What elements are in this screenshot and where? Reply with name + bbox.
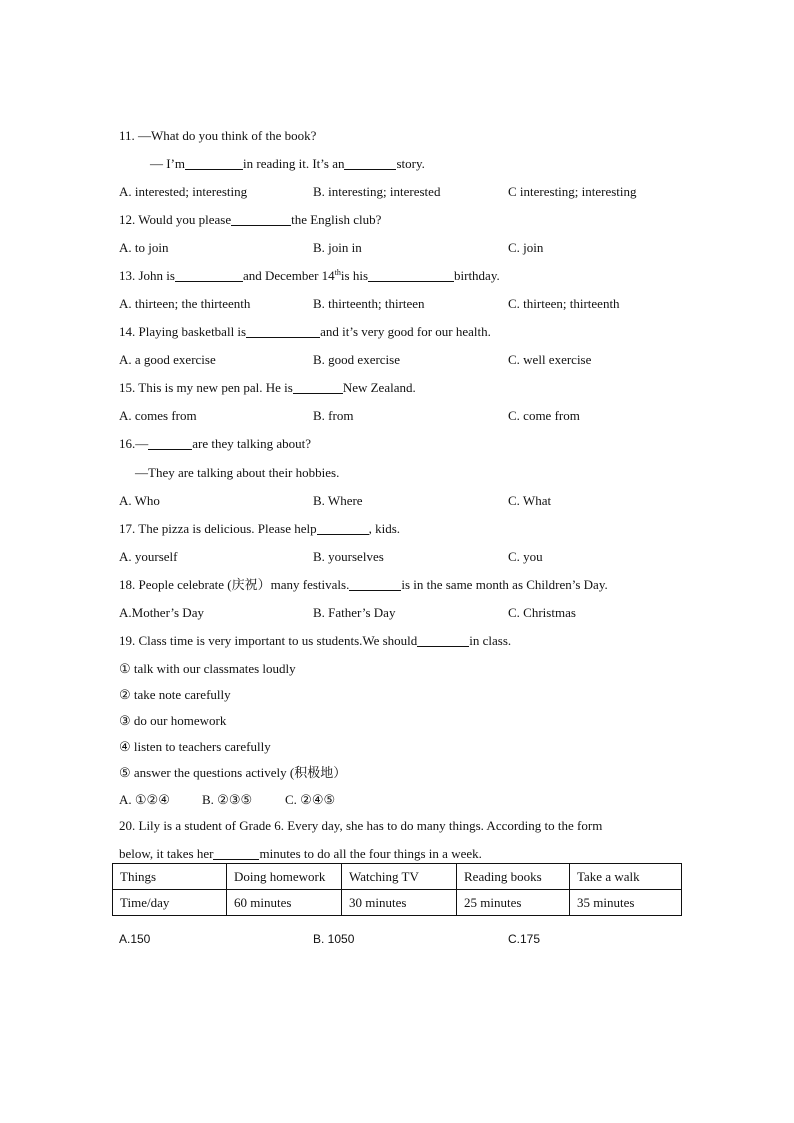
q14-stem: 14. Playing basketball is and it’s very good for our health. — [119, 324, 491, 339]
table-row — [113, 890, 682, 916]
q16-response: —They are talking about their hobbies. — [135, 465, 340, 480]
q19-item-1: ① talk with our classmates loudly — [119, 661, 296, 676]
q15-stem: 15. This is my new pen pal. He is New Zealand. — [119, 380, 416, 395]
q14-option-c[interactable]: C. well exercise — [508, 352, 592, 367]
answer-blank[interactable] — [417, 635, 469, 647]
answer-blank[interactable] — [185, 158, 243, 170]
q15-option-c[interactable]: C. come from — [508, 408, 580, 423]
table-cell: Time/day — [113, 890, 227, 916]
table-header-cell: Watching TV — [342, 864, 457, 890]
q19-stem: 19. Class time is very important to us students.We should in class. — [119, 633, 512, 648]
q13-stem: 13. John is and December 14this his birthday. — [119, 268, 500, 283]
q13-option-a[interactable]: A. thirteen; the thirteenth — [119, 296, 251, 311]
q18-option-a[interactable]: A.Mother’s Day — [119, 605, 204, 620]
q12-stem: 12. Would you please the English club? — [119, 212, 382, 227]
q19-option-c[interactable]: C. ②④⑤ — [285, 792, 336, 807]
q18-option-c[interactable]: C. Christmas — [508, 605, 576, 620]
q11-stem: 11. —What do you think of the book? — [119, 128, 317, 143]
q18-stem: 18. People celebrate (庆祝）many festivals. is in the same month as Children’s Day. — [119, 577, 608, 592]
activity-time-table — [112, 863, 682, 916]
q12-option-a[interactable]: A. to join — [119, 240, 169, 255]
answer-blank[interactable] — [148, 438, 192, 450]
q11-option-c[interactable]: C interesting; interesting — [508, 184, 637, 199]
table-cell: 60 minutes — [227, 890, 342, 916]
q19-item-3: ③ do our homework — [119, 713, 227, 728]
table-cell: 35 minutes — [570, 890, 682, 916]
q19-item-4: ④ listen to teachers carefully — [119, 739, 271, 754]
q17-option-c[interactable]: C. you — [508, 549, 543, 564]
q17-option-a[interactable]: A. yourself — [119, 549, 178, 564]
q14-option-a[interactable]: A. a good exercise — [119, 352, 216, 367]
q18-option-b[interactable]: B. Father’s Day — [313, 605, 396, 620]
answer-blank[interactable] — [175, 270, 243, 282]
q16-option-b[interactable]: B. Where — [313, 493, 363, 508]
answer-blank[interactable] — [344, 158, 396, 170]
q15-option-b[interactable]: B. from — [313, 408, 354, 423]
answer-blank[interactable] — [213, 848, 259, 860]
table-header-cell: Reading books — [457, 864, 570, 890]
q20-option-a[interactable]: A.150 — [119, 932, 151, 946]
q13-option-c[interactable]: C. thirteen; thirteenth — [508, 296, 620, 311]
q17-option-b[interactable]: B. yourselves — [313, 549, 384, 564]
q19-option-b[interactable]: B. ②③⑤ — [202, 792, 253, 807]
q14-option-b[interactable]: B. good exercise — [313, 352, 401, 367]
q20-stem-line2: below, it takes her minutes to do all the four things in a week. — [119, 846, 482, 861]
q12-option-c[interactable]: C. join — [508, 240, 544, 255]
q16-option-c[interactable]: C. What — [508, 493, 552, 508]
q16-stem: 16.— are they talking about? — [119, 436, 312, 451]
q19-option-a[interactable]: A. ①②④ — [119, 792, 170, 807]
q15-option-a[interactable]: A. comes from — [119, 408, 197, 423]
q20-option-c[interactable]: C.175 — [508, 932, 541, 946]
q11-option-b[interactable]: B. interesting; interested — [313, 184, 441, 199]
q19-item-2: ② take note carefully — [119, 687, 231, 702]
table-cell: 25 minutes — [457, 890, 570, 916]
table-header-cell: Take a walk — [570, 864, 682, 890]
table-row — [113, 864, 682, 890]
answer-blank[interactable] — [349, 579, 401, 591]
q11-option-a[interactable]: A. interested; interesting — [119, 184, 248, 199]
q19-item-5: ⑤ answer the questions actively (积极地） — [119, 765, 347, 780]
table-header-cell: Doing homework — [227, 864, 342, 890]
superscript: th — [334, 268, 341, 277]
q11-line2: — I’m in reading it. It’s an story. — [150, 156, 425, 171]
table-header-cell: Things — [113, 864, 227, 890]
q12-option-b[interactable]: B. join in — [313, 240, 362, 255]
answer-blank[interactable] — [246, 326, 320, 338]
q17-stem: 17. The pizza is delicious. Please help , kids. — [119, 521, 401, 536]
answer-blank[interactable] — [368, 270, 454, 282]
answer-blank[interactable] — [231, 214, 291, 226]
q20-option-b[interactable]: B. 1050 — [313, 932, 355, 946]
table-cell: 30 minutes — [342, 890, 457, 916]
q20-stem-line1: 20. Lily is a student of Grade 6. Every day, she has to do many things. According to the form — [119, 818, 603, 833]
q16-option-a[interactable]: A. Who — [119, 493, 160, 508]
answer-blank[interactable] — [293, 382, 343, 394]
answer-blank[interactable] — [317, 523, 369, 535]
q13-option-b[interactable]: B. thirteenth; thirteen — [313, 296, 425, 311]
